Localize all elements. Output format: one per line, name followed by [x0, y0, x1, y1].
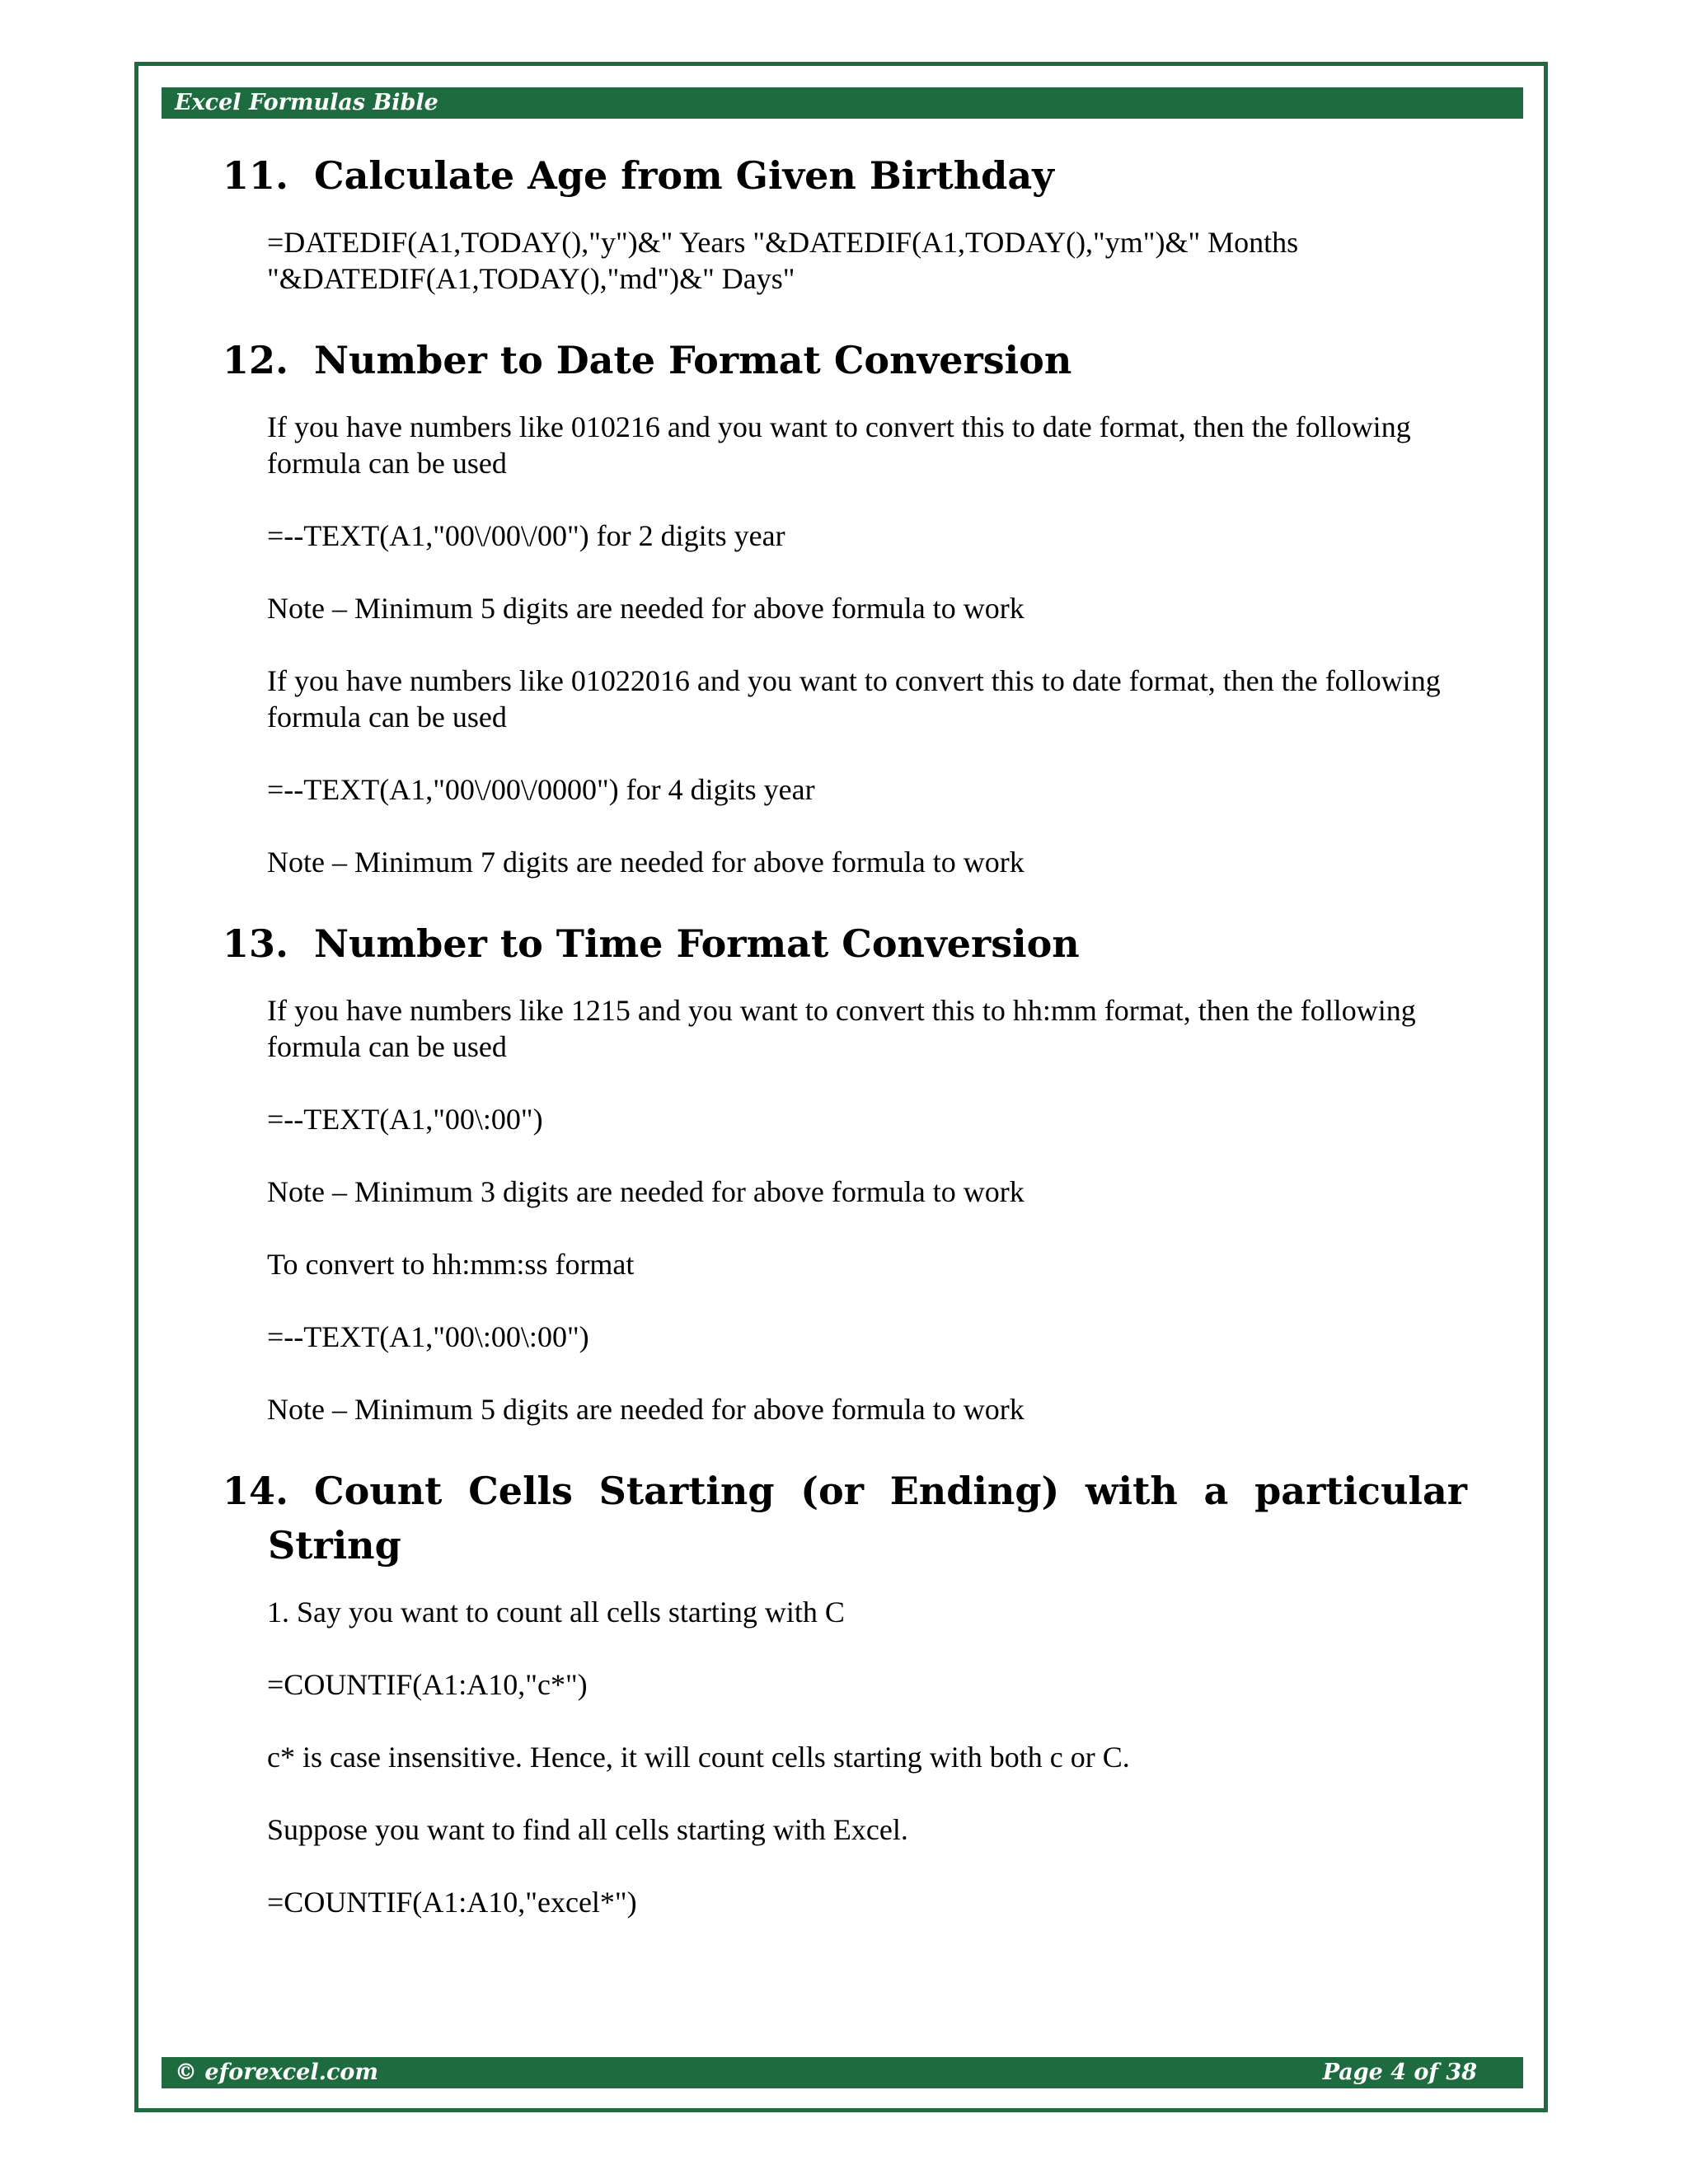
- section-heading: [223, 1464, 1467, 1572]
- paragraph: If you have numbers like 01022016 and you want to convert this to date format, then the following formula can be used: [267, 664, 1441, 733]
- note-text: Note – Minimum 7 digits are needed for above formula to work: [267, 846, 1025, 879]
- formula-text: =--TEXT(A1,"00\:00"): [267, 1103, 543, 1136]
- section-body: [223, 224, 1467, 297]
- paragraph: 1. Say you want to count all cells starting with C: [267, 1596, 845, 1629]
- section-heading: [223, 916, 1467, 971]
- section-title: Number to Time Format Conversion: [314, 921, 1080, 966]
- section-title: Count Cells Starting (or Ending) with a particular String: [268, 1469, 1467, 1568]
- section-body: [223, 1594, 1467, 1920]
- section-14: [223, 1464, 1467, 1920]
- section-title: Calculate Age from Given Birthday: [314, 153, 1054, 198]
- formula-text: =--TEXT(A1,"00\:00\:00"): [267, 1320, 589, 1353]
- paragraph: Suppose you want to find all cells starting with Excel.: [267, 1813, 908, 1846]
- section-number: 13.: [223, 921, 289, 966]
- formula-text: =DATEDIF(A1,TODAY(),"y")&" Years "&DATEDIF(A1,TODAY(),"ym")&" Months "&DATEDIF(A1,TODAY(),"md")&" Days": [267, 226, 1299, 295]
- section-body: [223, 992, 1467, 1427]
- note-text: Note – Minimum 5 digits are needed for above formula to work: [267, 592, 1025, 625]
- header-title: Excel Formulas Bible: [175, 90, 438, 115]
- section-number: 11.: [223, 153, 289, 198]
- paragraph: If you have numbers like 1215 and you want to convert this to hh:mm format, then the following formula can be used: [267, 994, 1416, 1063]
- note-text: Note – Minimum 5 digits are needed for above formula to work: [267, 1393, 1025, 1426]
- section-number: 12.: [223, 338, 289, 382]
- footer-bar: [162, 2057, 1523, 2088]
- section-13: [223, 916, 1467, 1427]
- section-heading: [223, 148, 1467, 203]
- footer-copyright: © eforexcel.com: [175, 2060, 378, 2085]
- section-heading: [223, 333, 1467, 387]
- section-title: Number to Date Format Conversion: [314, 338, 1072, 382]
- paragraph: If you have numbers like 010216 and you want to convert this to date format, then the following formula can be used: [267, 410, 1411, 480]
- formula-text: =--TEXT(A1,"00\/00\/00") for 2 digits year: [267, 519, 785, 552]
- formula-text: =COUNTIF(A1:A10,"c*"): [267, 1668, 588, 1701]
- formula-text: =--TEXT(A1,"00\/00\/0000") for 4 digits year: [267, 773, 815, 806]
- paragraph: c* is case insensitive. Hence, it will count cells starting with both c or C.: [267, 1741, 1130, 1774]
- footer-page-number: Page 4 of 38: [1322, 2060, 1477, 2085]
- section-11: [223, 148, 1467, 297]
- section-12: [223, 333, 1467, 880]
- section-number: 14.: [223, 1469, 289, 1513]
- paragraph: To convert to hh:mm:ss format: [267, 1248, 635, 1281]
- header-bar: [162, 87, 1523, 119]
- page-content: [223, 148, 1467, 1957]
- note-text: Note – Minimum 3 digits are needed for above formula to work: [267, 1175, 1025, 1208]
- section-body: [223, 409, 1467, 880]
- formula-text: =COUNTIF(A1:A10,"excel*"): [267, 1886, 637, 1919]
